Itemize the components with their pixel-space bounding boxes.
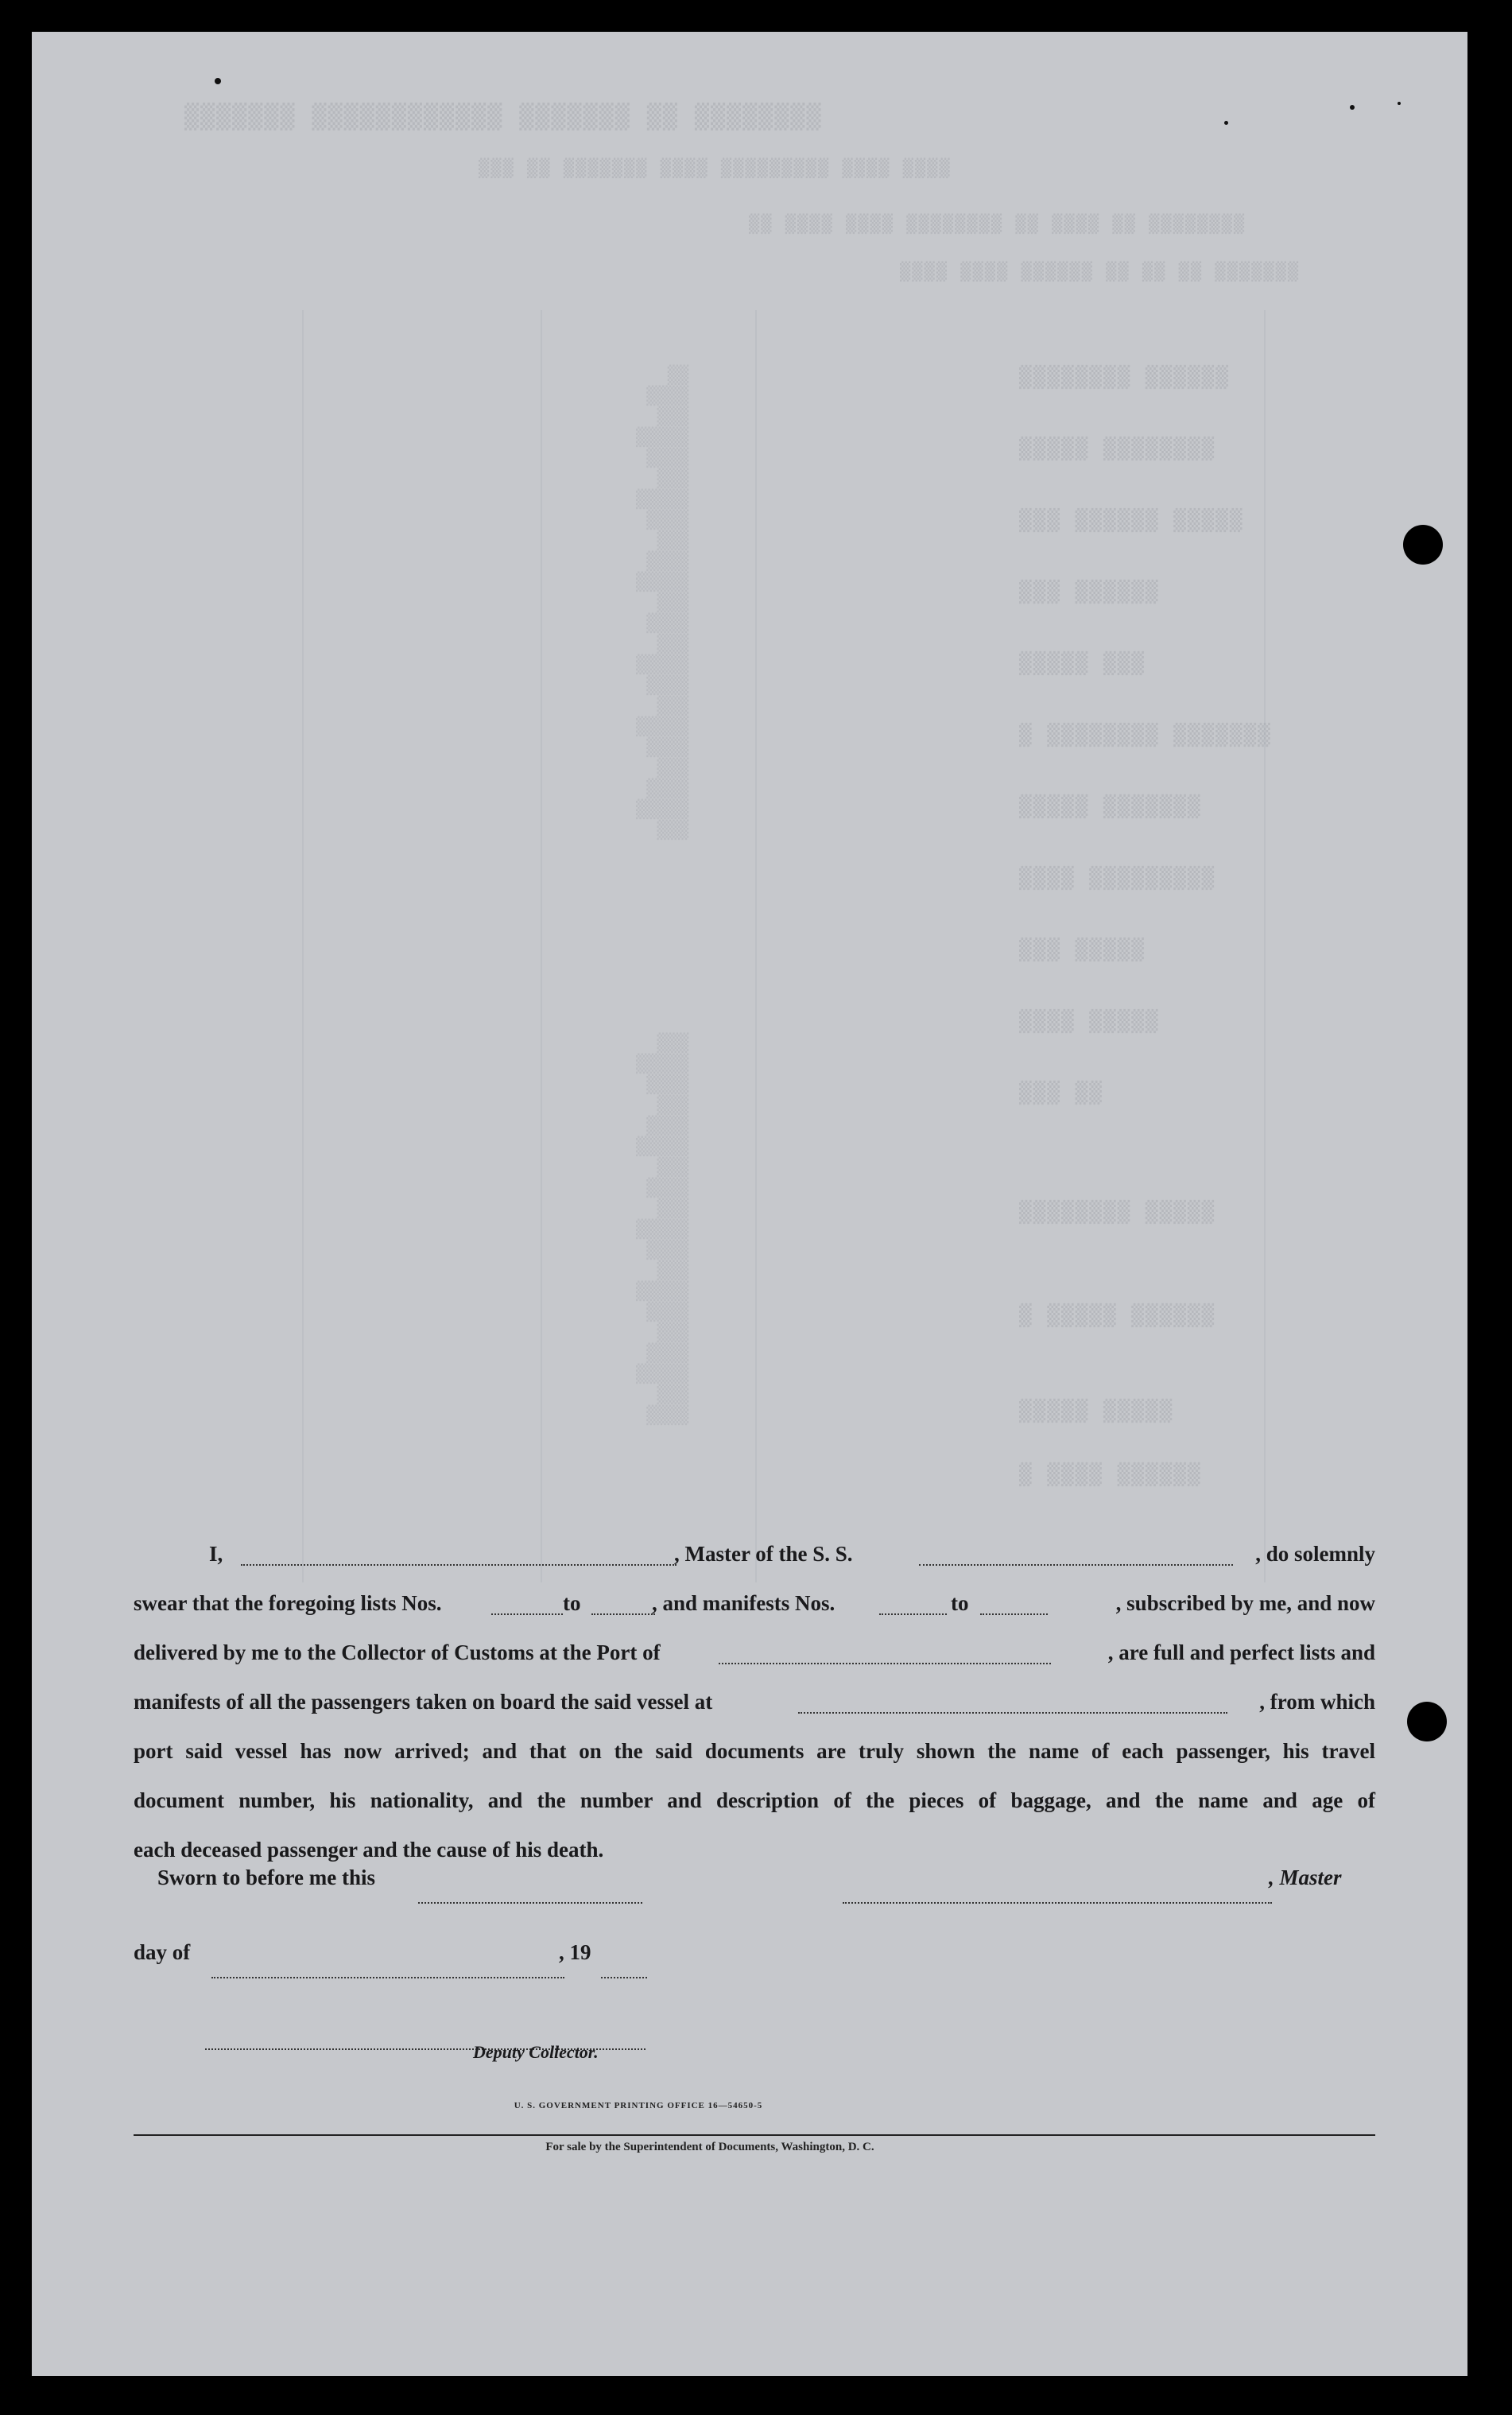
- oath-to: to: [563, 1591, 581, 1615]
- ink-speck: [1224, 121, 1228, 125]
- printing-office-imprint: U. S. GOVERNMENT PRINTING OFFICE 16—54650-5: [514, 2101, 763, 2110]
- bleed-through-row: ▒▒ ▒▒▒: [1018, 1081, 1102, 1105]
- bleed-column-line: [1264, 310, 1266, 1582]
- oath-from-which: , from which: [1259, 1690, 1375, 1714]
- deputy-collector-label: Deputy Collector.: [473, 2042, 599, 2062]
- oath-full-perfect: , are full and perfect lists and: [1107, 1640, 1375, 1664]
- manifests-to-field[interactable]: [980, 1593, 1048, 1615]
- lists-to-field[interactable]: [591, 1593, 655, 1615]
- ink-speck: [215, 78, 221, 84]
- master-signature-label: , Master: [1269, 1866, 1342, 1889]
- bleed-through-column: ▒▒ ▒▒▒▒ ▒▒▒ ▒▒▒▒▒ ▒▒▒▒ ▒▒▒ ▒▒▒▒▒ ▒▒▒▒ ▒▒▒ ▒▒▒▒ ▒▒▒▒▒ ▒▒▒ ▒▒▒▒ ▒▒▒ ▒▒▒▒▒ ▒▒▒▒ ▒▒▒ ▒▒▒▒▒ ▒▒▒▒ ▒▒▒ ▒▒▒▒ ▒▒▒▒▒ ▒▒▒: [636, 366, 689, 841]
- bleed-through-header-2: ▒▒▒▒ ▒▒▒▒ ▒▒▒▒▒▒▒▒▒ ▒▒▒▒ ▒▒▒▒▒▒▒ ▒▒ ▒▒▒: [477, 159, 950, 179]
- bleed-through-row: ▒▒▒ ▒▒▒▒▒: [1018, 652, 1144, 676]
- year-field[interactable]: [601, 1956, 647, 1978]
- master-signature-field[interactable]: [843, 1881, 1272, 1904]
- bleed-through-row: ▒▒▒▒▒ ▒▒▒▒▒: [1018, 1400, 1173, 1423]
- bleed-through-row: ▒▒▒▒▒▒▒▒▒ ▒▒▒▒: [1018, 867, 1215, 891]
- port-field[interactable]: [719, 1642, 1051, 1664]
- bleed-through-row: ▒▒▒▒▒ ▒▒▒: [1018, 938, 1144, 962]
- bleed-through-row: ▒▒▒▒▒▒ ▒▒▒: [1018, 580, 1158, 604]
- manifests-from-field[interactable]: [879, 1593, 947, 1615]
- oath-i: I,: [209, 1542, 223, 1566]
- oath-delivered: delivered by me to the Collector of Customs at the Port of: [134, 1640, 661, 1664]
- bleed-through-row: ▒▒▒▒▒▒ ▒▒▒▒▒▒▒▒: [1018, 366, 1228, 390]
- day-of-label: day of: [134, 1940, 191, 1964]
- departure-port-field[interactable]: [798, 1691, 1227, 1714]
- sworn-date-field[interactable]: [418, 1881, 642, 1904]
- bleed-column-line: [541, 310, 542, 1582]
- year-label: , 19: [559, 1940, 591, 1964]
- oath-do-solemnly: , do solemnly: [1255, 1542, 1375, 1566]
- bleed-column-line: [302, 310, 304, 1582]
- oath-line-4: [134, 1677, 1375, 1726]
- sworn-label: Sworn to before me this: [157, 1866, 375, 1889]
- oath-line-6: [134, 1776, 1375, 1825]
- ink-speck: [1350, 105, 1355, 110]
- manifest-page: [32, 32, 1467, 2376]
- vessel-name-field[interactable]: [919, 1543, 1233, 1566]
- footer-rule: [134, 2134, 1375, 2136]
- lists-from-field[interactable]: [491, 1593, 563, 1615]
- master-oath: [134, 1529, 1375, 1874]
- oath-line-3: [134, 1628, 1375, 1677]
- oath-text-6: document number, his nationality, and the number and description of the pieces of baggage, and the name and age of: [134, 1788, 1375, 1812]
- bleed-through-header-4: ▒▒▒▒▒▒▒ ▒▒ ▒▒ ▒▒ ▒▒▒▒▒▒ ▒▒▒▒ ▒▒▒▒: [898, 262, 1299, 282]
- oath-line-1: [134, 1529, 1375, 1578]
- bleed-through-row: ▒▒▒▒▒ ▒▒▒▒▒▒▒▒: [1018, 1201, 1215, 1225]
- bleed-through-row: ▒▒▒▒▒▒ ▒▒▒▒ ▒: [1018, 1463, 1200, 1487]
- bleed-through-row: ▒▒▒▒▒ ▒▒▒▒▒▒ ▒▒▒: [1018, 509, 1243, 533]
- bleed-column-line: [755, 310, 757, 1582]
- bleed-through-row: ▒▒▒▒▒▒▒ ▒▒▒▒▒▒▒▒ ▒: [1018, 724, 1270, 747]
- bleed-through-header-3: ▒▒▒▒▒▒▒▒ ▒▒ ▒▒▒▒ ▒▒ ▒▒▒▒▒▒▒▒ ▒▒▒▒ ▒▒▒▒ ▒▒: [747, 215, 1245, 235]
- bleed-through-row: ▒▒▒▒▒▒▒▒ ▒▒▒▒▒: [1018, 437, 1215, 461]
- master-name-field[interactable]: [241, 1543, 677, 1566]
- bleed-through-row: ▒▒▒▒▒▒ ▒▒▒▒▒ ▒: [1018, 1304, 1215, 1328]
- oath-line-2: [134, 1578, 1375, 1628]
- bleed-through-column: ▒▒▒ ▒▒▒▒▒ ▒▒▒▒ ▒▒▒ ▒▒▒▒ ▒▒▒▒▒ ▒▒▒ ▒▒▒▒ ▒▒▒ ▒▒▒▒▒ ▒▒▒▒ ▒▒▒ ▒▒▒▒▒ ▒▒▒▒ ▒▒▒ ▒▒▒▒ ▒▒▒▒▒ ▒▒▒ ▒▒▒▒: [636, 1034, 689, 1426]
- for-sale-imprint: For sale by the Superintendent of Documents, Washington, D. C.: [545, 2141, 874, 2153]
- ink-speck: [1398, 102, 1401, 105]
- oath-manifests-nos: , and manifests Nos.: [652, 1591, 835, 1615]
- oath-master-of-ss: , Master of the S. S.: [674, 1542, 853, 1566]
- bleed-through-row: ▒▒▒▒▒ ▒▒▒▒: [1018, 1010, 1158, 1034]
- oath-lists-nos: swear that the foregoing lists Nos.: [134, 1591, 442, 1615]
- oath-subscribed: , subscribed by me, and now: [1115, 1591, 1375, 1615]
- oath-text-7: each deceased passenger and the cause of his death.: [134, 1838, 604, 1862]
- oath-line-5: [134, 1726, 1375, 1776]
- punch-hole-bottom: [1407, 1702, 1447, 1741]
- bleed-through-header: ▒▒▒▒▒▒▒▒ ▒▒ ▒▒▒▒▒▒▒ ▒▒▒▒▒▒▒▒▒▒▒▒ ▒▒▒▒▒▒▒: [183, 103, 821, 131]
- bleed-through-row: ▒▒▒▒▒▒▒ ▒▒▒▒▒: [1018, 795, 1200, 819]
- oath-text-5: port said vessel has now arrived; and that on the said documents are truly shown the name of each passenger, his travel: [134, 1739, 1375, 1763]
- oath-to-2: to: [951, 1591, 969, 1615]
- oath-manifests-all: manifests of all the passengers taken on board the said vessel at: [134, 1690, 713, 1714]
- punch-hole-top: [1403, 525, 1443, 565]
- day-of-field[interactable]: [211, 1956, 564, 1978]
